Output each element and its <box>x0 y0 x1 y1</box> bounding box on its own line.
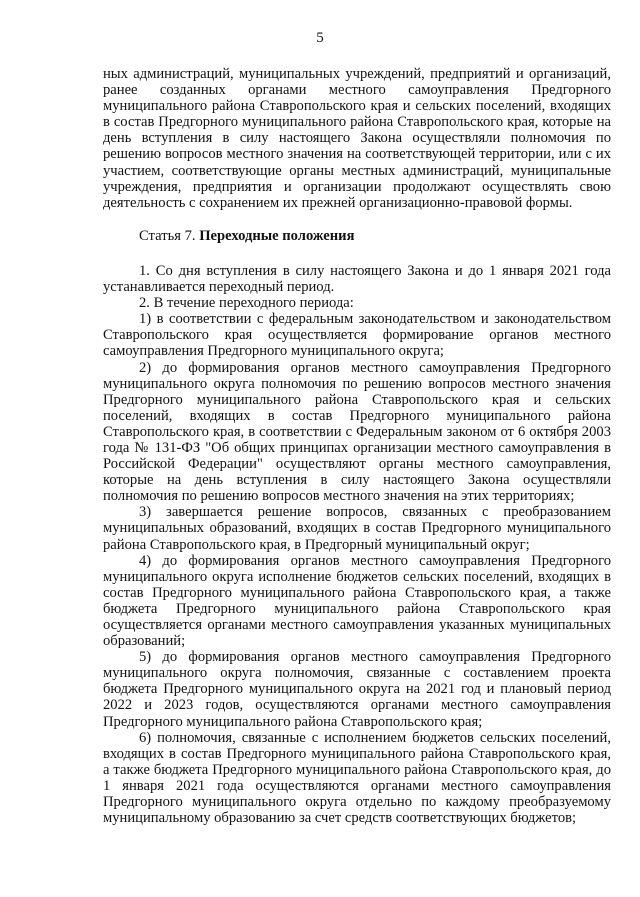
paragraph-2: 2. В течение переходного периода: <box>139 295 354 312</box>
subparagraph-6: 6) полномочия, связанные с исполнением бюджетов сельских поселений, входящих в состав Предгорного муниципального района Ставропольского края, а также бюджета Предгорного муниципального района Ставропольского края, до 1 января 2021 года осуществляются органами местного самоуправления Предгорного муниципального округа отдельно по каждому преобразуемому муниципальному образованию за счет средств соответствующих бюджетов; <box>103 729 611 827</box>
article-heading <box>103 228 611 244</box>
subparagraph-2: 2) до формирования органов местного самоуправления Предгорного муниципального округа полномочия по решению вопросов местного значения Предгорного муниципального района Ставропольского края и сельских поселений, входящих в состав Предгорного муниципального района Ставропольского края, в соответствии с Федеральным законом от 6 октября 2003 года № 131-ФЗ "Об общих принципах организации местного самоуправления в Российской Федерации" осуществляют органы местного самоуправления, которые на день вступления в силу настоящего Закона осуществляли полномочия по решению вопросов местного значения на этих территориях; <box>103 359 611 505</box>
intro-paragraph: ных администраций, муниципальных учреждений, предприятий и организаций, ранее созданных органами местного самоуправления Предгорного муниципального района Ставропольского края и сельских поселений, входящих в состав Предгорного муниципального района Ставропольского края, которые на день вступления в силу настоящего Закона осуществляли полномочия по решению вопросов местного значения на соответствующей территории, или с их участием, соответствующие органы местных администраций, муниципальные учреждения, предприятия и организации продолжают осуществлять свою деятельность с сохранением их прежней организационно-правовой формы. <box>103 66 611 211</box>
document-body <box>103 66 611 826</box>
paragraph-1: 1. Со дня вступления в силу настоящего Закона и до 1 января 2021 года устанавливается переходный период. <box>103 262 611 296</box>
page-number: 5 <box>316 30 324 46</box>
subparagraph-5: 5) до формирования органов местного самоуправления Предгорного муниципального округа полномочия, связанные с составлением проекта бюджета Предгорного муниципального округа на 2021 год и плановый период 2022 и 2023 годов, осуществляются органами местного самоуправления Предгорного муниципального района Ставропольского края; <box>103 649 611 730</box>
subparagraph-3: 3) завершается решение вопросов, связанных с преобразованием муниципальных образований, входящих в состав Предгорного муниципального района Ставропольского края, в Предгорный муниципальный округ; <box>103 504 611 553</box>
subparagraph-1: 1) в соответствии с федеральным законодательством и законодательством Ставропольского края осуществляется формирование органов местного самоуправления Предгорного муниципального округа; <box>103 311 611 360</box>
article-title: Переходные положения <box>199 227 355 244</box>
subparagraph-4: 4) до формирования органов местного самоуправления Предгорного муниципального округа исполнение бюджетов сельских поселений, входящих в состав Предгорного муниципального района Ставропольского края, а также бюджета Предгорного муниципального района Ставропольского края осуществляется органами местного самоуправления указанных муниципальных образований; <box>103 552 611 650</box>
article-label: Статья 7. <box>139 227 196 244</box>
